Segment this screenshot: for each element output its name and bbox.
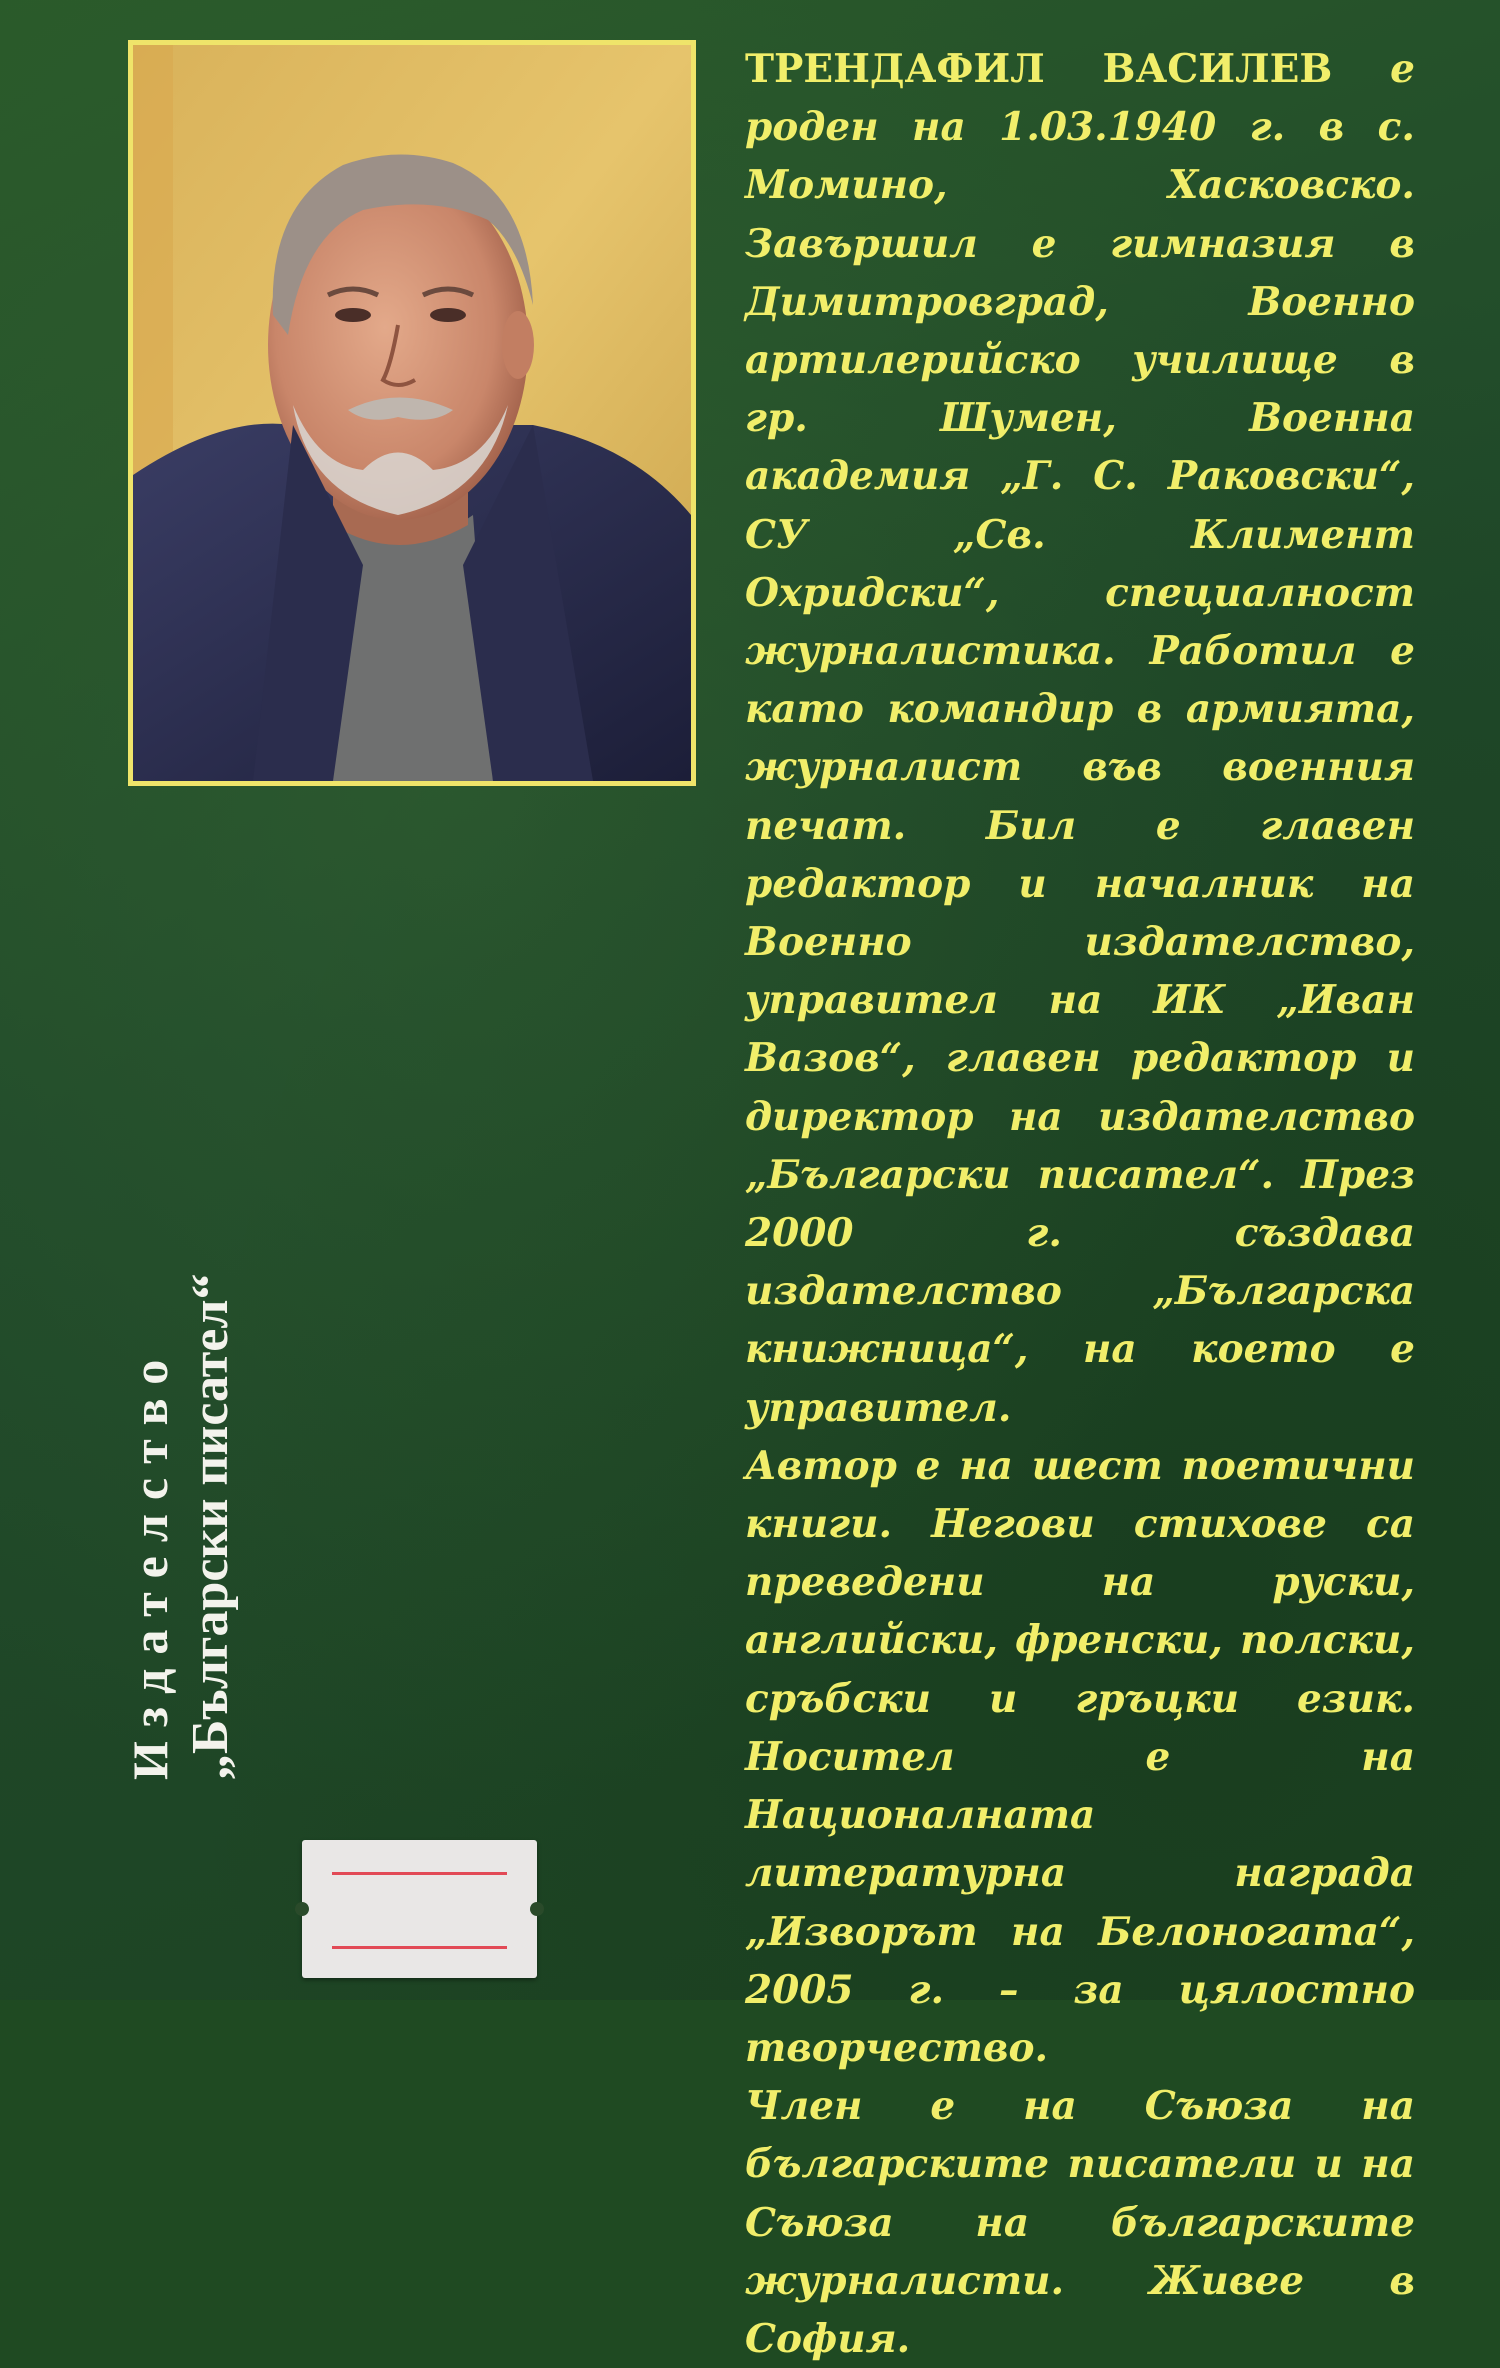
sticker-line-bottom <box>332 1946 507 1949</box>
sticker-notch-right <box>530 1902 544 1916</box>
price-sticker <box>302 1840 537 1978</box>
author-photo <box>128 40 696 786</box>
author-name: ТРЕНДАФИЛ ВАСИЛЕВ <box>745 46 1333 92</box>
bio-paragraph-2: Автор е на шест поетични книги. Негови стихове са преведени на руски, английски, френски, полски, сръбски и гръцки език. Носител е на Националната литературна награда „Изворът на Белоногата“, 2005 г. – за цялостно творчество. <box>745 1442 1415 2071</box>
author-portrait-image <box>133 45 691 781</box>
publisher-label: Издателство <box>122 1345 178 1780</box>
bio-paragraph-3: Член е на Съюза на българските писатели и на Съюза на българските журналисти. Живее в София. <box>745 2083 1415 2362</box>
publisher-imprint <box>120 980 250 1780</box>
sticker-notch-left <box>295 1902 309 1916</box>
sticker-line-top <box>332 1872 507 1875</box>
bio-paragraph-1 <box>745 40 1415 1437</box>
publisher-name: „Български писател“ <box>182 1273 239 1780</box>
bio-paragraph-1-text: е роден на 1.03.1940 г. в с. Момино, Хасковско. Завършил е гимназия в Димитровград, Военно артилерийско училище в гр. Шумен, Военна академия „Г. С. Раковски“, СУ „Св. Климент Охридски“, специалност журналистика. Работил е като командир в армията, журналист във военния печат. Бил е главен редактор и началник на Военно издателство, управител на ИК „Иван Вазов“, главен редактор и директор на издателство „Български писател“. През 2000 г. създава издателство „Българска книжница“, на което е управител. <box>745 46 1415 1431</box>
author-biography <box>745 40 1415 2368</box>
